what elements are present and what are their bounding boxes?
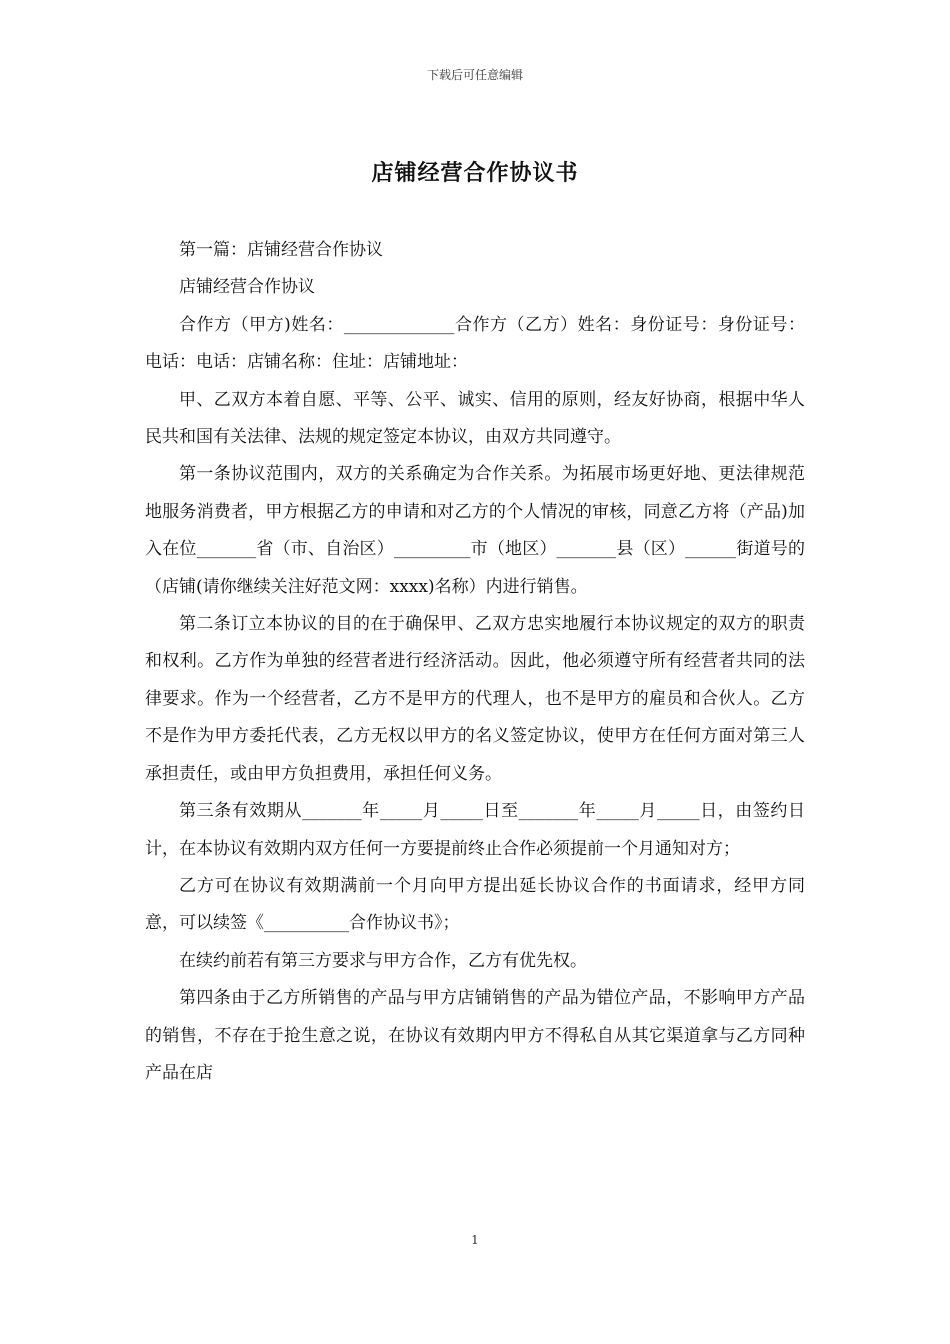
- paragraph: 第二条订立本协议的目的在于确保甲、乙双方忠实地履行本协议规定的双方的职责和权利。乙方作为单独的经营者进行经济活动。因此，他必须遵守所有经营者共同的法律要求。作为一个经营者，乙方不是甲方的代理人，也不是甲方的雇员和合伙人。乙方不是作为甲方委托代表，乙方无权以甲方的名义签定协议，使甲方在任何方面对第三人承担责任，或由甲方负担费用，承担任何义务。: [145, 614, 805, 784]
- paragraph: 店铺经营合作协议: [179, 277, 315, 298]
- paragraph: 第一篇：店铺经营合作协议: [179, 240, 383, 260]
- paragraph: 第三条有效期从_______年_____月_____日至_______年_____月_____日，由签约日计，在本协议有效期内双方任何一方要提前终止合作必须提前一个月通知对方；: [145, 801, 805, 859]
- paragraph: 合作方（甲方)姓名：_____________合作方（乙方）姓名：身份证号：身份证号：电话：电话：店铺名称：住址：店铺地址：: [145, 314, 805, 373]
- document-title: 店铺经营合作协议书: [371, 160, 579, 186]
- paragraph: 第一条协议范围内，双方的关系确定为合作关系。为拓展市场更好地、更法律规范地服务消费者，甲方根据乙方的申请和对乙方的个人情况的审核，同意乙方将（产品)加入在位_______省（市、自治区）_________市（地区）_______县（区）______街道号的（店铺(请你继续关注好范文网：xxxx)名称）内进行销售。: [145, 464, 805, 597]
- header-note: 下载后可任意编辑: [426, 68, 523, 82]
- document-body: [145, 232, 805, 1092]
- paragraph: 在续约前若有第三方要求与甲方合作，乙方有优先权。: [179, 950, 587, 971]
- paragraph: 第四条由于乙方所销售的产品与甲方店铺销售的产品为错位产品，不影响甲方产品的销售，不存在于抢生意之说，在协议有效期内甲方不得私自从其它渠道拿与乙方同种产品在店: [145, 988, 805, 1083]
- paragraph: 甲、乙双方本着自愿、平等、公平、诚实、信用的原则，经友好协商，根据中华人民共和国有关法律、法规的规定签定本协议，由双方共同遵守。: [145, 389, 805, 448]
- paragraph: 乙方可在协议有效期满前一个月向甲方提出延长协议合作的书面请求，经甲方同意，可以续签《__________合作协议书》；: [145, 875, 805, 934]
- page-number: 1: [471, 1233, 479, 1247]
